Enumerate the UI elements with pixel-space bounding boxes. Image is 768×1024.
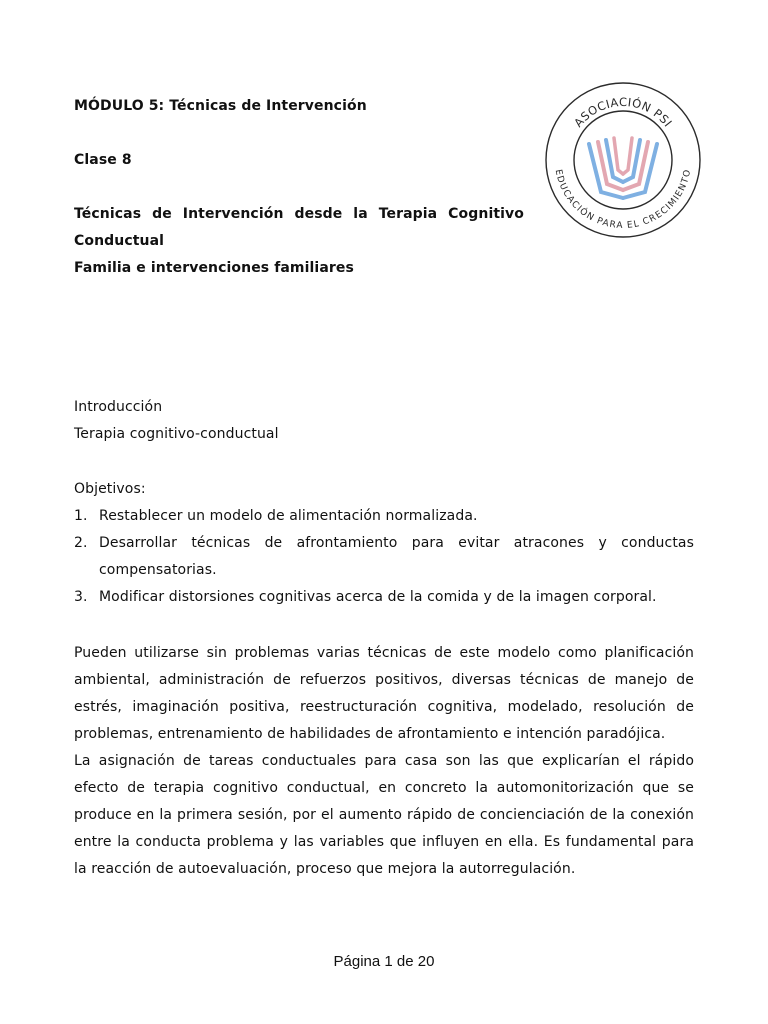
list-number: 1.	[74, 508, 88, 524]
association-logo	[543, 80, 703, 240]
paragraph: Pueden utilizarse sin problemas varias técnicas de este modelo como planificación ambiental, administración de refuerzos positivos, diversas técnicas de manejo de estrés, imaginación positiva, reestructuración cognitiva, modelado, resolución de problemas, entrenamiento de habilidades de afrontamiento e intención paradójica.	[74, 645, 694, 742]
page-number: Página 1 de 20	[333, 953, 435, 970]
list-item	[74, 503, 694, 530]
body-text	[74, 640, 694, 883]
module-title: MÓDULO 5: Técnicas de Intervención	[74, 98, 367, 114]
list-item-text: Restablecer un modelo de alimentación normalizada.	[99, 508, 478, 524]
subtitle-line2: Familia e intervenciones familiares	[74, 260, 354, 276]
intro-label: Introducción	[74, 399, 163, 415]
list-number: 2.	[74, 535, 88, 551]
logo-top-text: ASOCIACIÓN PSI	[571, 94, 676, 130]
open-book-icon	[589, 138, 657, 198]
list-number: 3.	[74, 589, 88, 605]
svg-text:ASOCIACIÓN PSI	[571, 95, 675, 130]
intro-topic: Terapia cognitivo-conductual	[74, 426, 279, 442]
paragraph: La asignación de tareas conductuales para casa son las que explicarían el rápido efecto de terapia cognitivo conductual, en concreto la automonitorización que se produce en la primera sesión, por el aumento rápido de concienciación de la conexión entre la conducta problema y las variables que influyen en ella. Es fundamental para la reacción de autoevaluación, proceso que mejora la autorregulación.	[74, 753, 694, 877]
list-item	[74, 530, 694, 584]
subtitle-line1: Técnicas de Intervención desde la Terapia Cognitivo Conductual	[74, 206, 524, 249]
list-item	[74, 584, 694, 611]
objectives-heading: Objetivos:	[74, 481, 146, 497]
list-item-text: Desarrollar técnicas de afrontamiento para evitar atracones y conductas compensatorias.	[99, 535, 694, 578]
objectives-block	[74, 476, 694, 611]
class-label: Clase 8	[74, 152, 132, 168]
logo-bottom-text: EDUCACIÓN PARA EL CRECIMIENTO	[553, 168, 693, 231]
intro-block	[74, 394, 694, 448]
list-item-text: Modificar distorsiones cognitivas acerca de la comida y de la imagen corporal.	[99, 589, 657, 605]
title-block	[74, 93, 524, 282]
objectives-list	[74, 503, 694, 611]
